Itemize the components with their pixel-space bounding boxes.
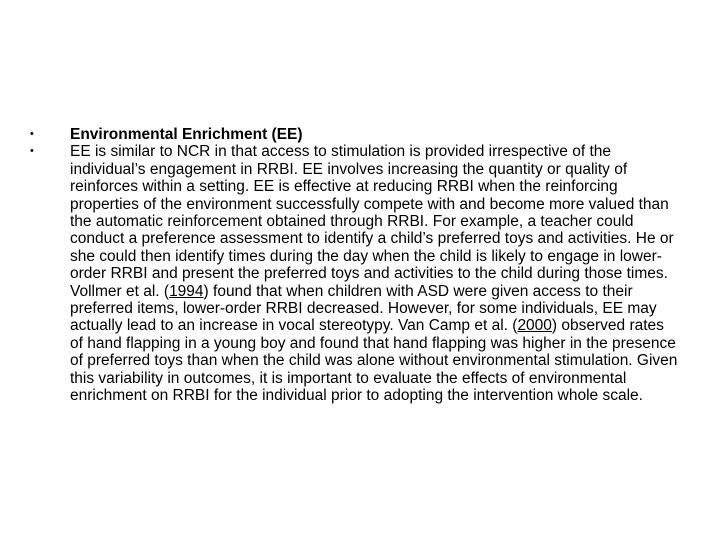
body-text-part1: EE is similar to NCR in that access to stimulation is provided irrespective of the individual’s engagement in RRBI. EE involves increasing the quantity or quality of reinforces within a setting. EE is effective at reducing RRBI when the reinforcing properties of the environment successfully compete with and become more valued than the automatic reinforcement obtained through RRBI. For example, a teacher could conduct a preference assessment to identify a child’s preferred toys and activities. He or she could then identify times during the day when the child is likely to engage in lower-order RRBI and present the preferred toys and activities to the child during those times. Vollmer et al. (: [70, 143, 674, 300]
bullet-item-title: [30, 126, 680, 143]
citation-link-1994[interactable]: 1994: [169, 282, 204, 300]
bullet-item-body: [30, 143, 680, 404]
bullet-title-text: Environmental Enrichment (EE): [70, 126, 303, 143]
bullet-list: [30, 126, 680, 405]
bullet-dot-icon: •: [30, 145, 34, 158]
citation-link-2000[interactable]: 2000: [517, 317, 552, 335]
body-text-part3: ) observed rates of hand flapping in a young boy and found that hand flapping was higher in the presence of preferred toys than when the child was alone without environmental stimulation. Given this variability in outcomes, it is important to evaluate the effects of environmental enrichment on RRBI for the individual prior to adopting the intervention whole scale.: [70, 317, 678, 405]
body-text-part2: ) found that when children with ASD were given access to their preferred items, lower-order RRBI decreased. However, for some individuals, EE may actually lead to an increase in vocal stereotypy. Van Camp et al. (: [70, 282, 657, 335]
bullet-dot-icon: •: [30, 128, 34, 140]
